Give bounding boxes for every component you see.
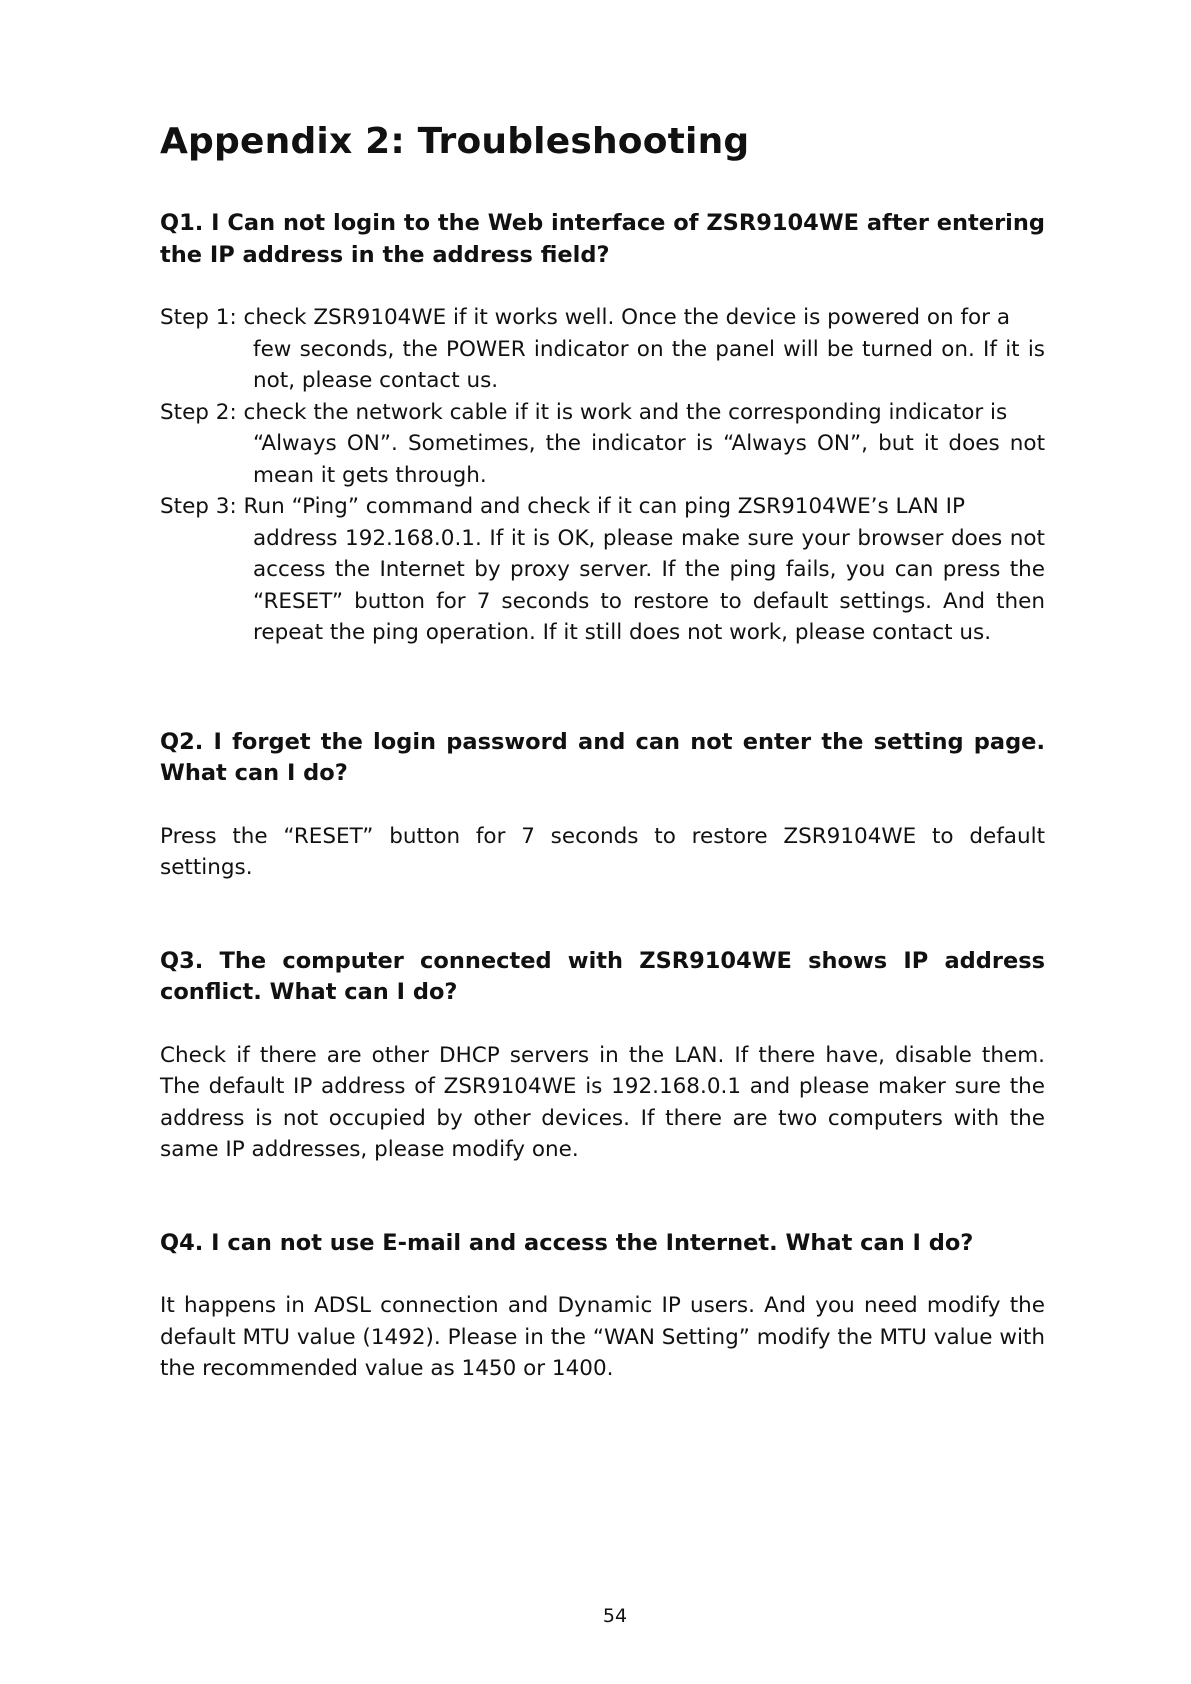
faq-q1: [160, 208, 1045, 649]
step-2: [160, 397, 1045, 492]
step-1-first-line: Step 1: check ZSR9104WE if it works well. Once the device is powered on for a: [160, 305, 1011, 330]
answer-q2: Press the “RESET” button for 7 seconds to restore ZSR9104WE to default settings.: [160, 823, 1045, 880]
answer-q3: Check if there are other DHCP servers in the LAN. If there have, disable them. The default IP address of ZSR9104WE is 192.168.0.1 and please maker sure the address is not occupied by other devices. If there are two computers with the same IP addresses, please modify one.: [160, 1042, 1045, 1162]
faq-q2: [160, 727, 1045, 884]
step-3-first-line: Step 3: Run “Ping” command and check if it can ping ZSR9104WE’s LAN IP: [160, 494, 965, 519]
question-q1: Q1. I Can not login to the Web interface of ZSR9104WE after entering the IP address in the address field?: [160, 210, 1045, 268]
page-number: 54: [602, 1605, 628, 1627]
step-2-continuation: “Always ON”. Sometimes, the indicator is “Always ON”, but it does not mean it gets through.: [253, 431, 1045, 488]
answer-q4: It happens in ADSL connection and Dynamic IP users. And you need modify the default MTU value (1492). Please in the “WAN Setting” modify the MTU value with the recommended value as 1450 or 1400.: [160, 1293, 1045, 1381]
question-q4: Q4. I can not use E-mail and access the Internet. What can I do?: [160, 1229, 974, 1256]
question-q2: Q2. I forget the login password and can not enter the setting page. What can I do?: [160, 728, 1045, 786]
document-page: [160, 118, 1045, 1385]
question-q3: Q3. The computer connected with ZSR9104WE shows IP address conflict. What can I do?: [160, 947, 1045, 1005]
step-2-first-line: Step 2: check the network cable if it is work and the corresponding indicator is: [160, 399, 1008, 425]
page-title: Appendix 2: Troubleshooting: [160, 121, 750, 162]
step-3: [160, 491, 1045, 649]
step-3-continuation: address 192.168.0.1. If it is OK, please make sure your browser does not access the Internet by proxy server. If the ping fails, you can press the “RESET” button for 7 seconds to restore to default settings. And then repeat the ping operation. If it still does not work, please contact us.: [253, 525, 1045, 645]
faq-q3: [160, 946, 1045, 1166]
faq-q4: [160, 1228, 1045, 1385]
step-1-continuation: few seconds, the POWER indicator on the panel will be turned on. If it is not, please contact us.: [253, 336, 1045, 393]
step-1: [160, 302, 1045, 397]
